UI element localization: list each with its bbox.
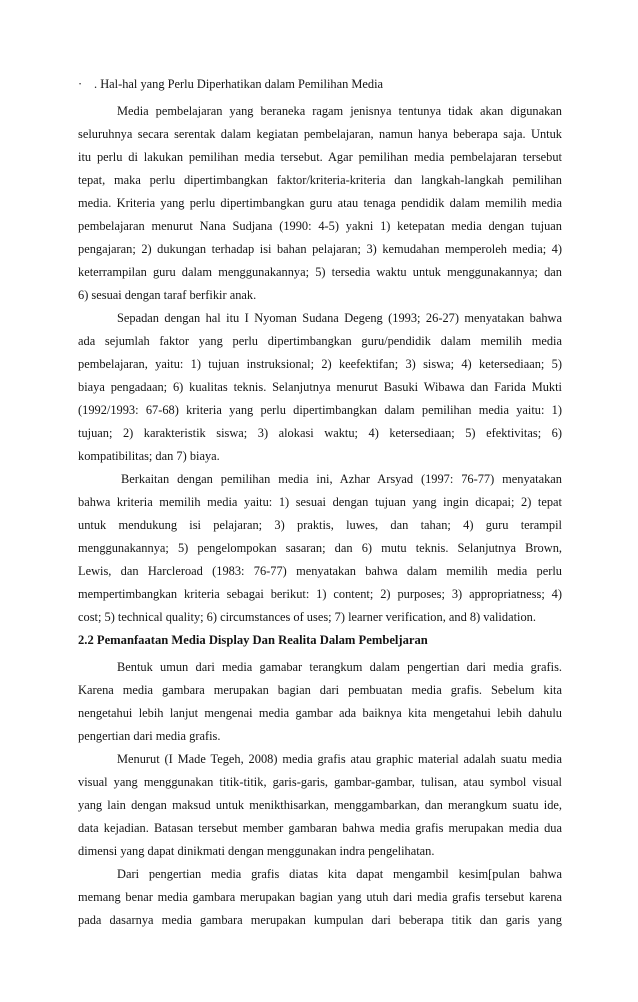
paragraph-line: Lewis, dan Harcleroad (1983: 76-77) menyatakan bahwa dalam memilih media perlu	[78, 564, 562, 578]
section-title-row	[78, 76, 383, 92]
paragraph-line: Bentuk umun dari media gamabar terangkum dalam pengertian dari media grafis.	[117, 660, 562, 674]
paragraph-line: Karena media gambara merupakan bagian dari pembuatan media grafis. Sebelum kita	[78, 683, 562, 697]
paragraph-line: biaya pengadaan; 6) kualitas teknis. Selanjutnya menurut Basuki Wibawa dan Farida Mukti	[78, 380, 562, 394]
paragraph-line: pembelajaran menurut Nana Sudjana (1990: 4-5) yakni 1) ketepatan media dengan tujuan	[78, 219, 562, 233]
paragraph-line: pengertian dari media grafis.	[78, 729, 221, 743]
paragraph-line: untuk mendukung isi pelajaran; 3) praktis, luwes, dan tahan; 4) guru terampil	[78, 518, 562, 532]
section-heading: 2.2 Pemanfaatan Media Display Dan Realita Dalam Pembeljaran	[78, 633, 428, 647]
section-title: . Hal-hal yang Perlu Diperhatikan dalam Pemilihan Media	[94, 77, 384, 91]
paragraph-line: 6) sesuai dengan taraf berfikir anak.	[78, 288, 257, 302]
paragraph-line: memang benar media gambara merupakan bagian yang utuh dari media grafis tersebut karena	[78, 890, 562, 904]
paragraph-line: nengetahui lebih lanjut mengenai media gambar ada baiknya kita mengetahui lebih dahulu	[78, 706, 562, 720]
paragraph-line: yang lain dengan maksud untuk menikthisarkan, menggambarkan, dan merangkum suatu ide,	[78, 798, 562, 812]
paragraph-line: ada sejumlah faktor yang perlu dipertimbangkan guru/pendidik dalam memilih media	[78, 334, 562, 348]
paragraph-line: pengajaran; 2) dukungan terhadap isi bahan pelajaran; 3) kemudahan memperoleh media; 4)	[78, 242, 562, 256]
paragraph-line: menggunakannya; 5) pengelompokan sasaran; dan 6) mutu teknis. Selanjutnya Brown,	[78, 541, 562, 555]
paragraph-line: pada dasarnya media gambara merupakan kumpulan dari beberapa titik dan garis yang	[78, 913, 562, 927]
paragraph-line: seluruhnya secara serentak dalam kegiatan pembelajaran, namun hanya beberapa saja. Untuk	[78, 127, 562, 141]
paragraph-line: kompatibilitas; dan 7) biaya.	[78, 449, 220, 463]
paragraph-line: media. Kriteria yang perlu dipertimbangkan guru atau tenaga pendidik dalam memilih media	[78, 196, 562, 210]
bullet-icon: ·	[78, 77, 83, 91]
paragraph-line: Menurut (I Made Tegeh, 2008) media grafis atau graphic material adalah suatu media	[117, 752, 562, 766]
paragraph-line: bahwa kriteria memilih media yaitu: 1) sesuai dengan tujuan yang ingin dicapai; 2) tepat	[78, 495, 562, 509]
paragraph-line: itu perlu di lakukan pemilihan media tersebut. Agar pemilihan media pembelajaran tersebut	[78, 150, 562, 164]
paragraph-line: keterrampilan guru dalam menggunakannya; 5) tersedia waktu untuk menggunakannya; dan	[78, 265, 562, 279]
paragraph-line: tepat, maka perlu dipertimbangkan faktor/kriteria-kriteria dan langkah-langkah pemilihan	[78, 173, 562, 187]
paragraph-line: Berkaitan dengan pemilihan media ini, Azhar Arsyad (1997: 76-77) menyatakan	[121, 472, 562, 486]
paragraph-line: data kejadian. Batasan tersebut member gambaran bahwa media grafis merupakan media dua	[78, 821, 562, 835]
paragraph-line: dimensi yang dapat dinikmati dengan menggunakan indra pengelihatan.	[78, 844, 435, 858]
paragraph-line: cost; 5) technical quality; 6) circumstances of uses; 7) learner verification, and 8) validation.	[78, 610, 536, 624]
paragraph-line: mempertimbangkan kriteria sebagai berikut: 1) content; 2) purposes; 3) appropriatness; 4)	[78, 587, 562, 601]
paragraph-line: visual yang menggunakan titik-titik, garis-garis, gambar-gambar, tulisan, atau symbol visual	[78, 775, 562, 789]
paragraph-line: (1992/1993: 67-68) kriteria yang perlu dipertimbangkan dalam pemilihan media yaitu: 1)	[78, 403, 562, 417]
paragraph-line: Sepadan dengan hal itu I Nyoman Sudana Degeng (1993; 26-27) menyatakan bahwa	[117, 311, 562, 325]
paragraph-line: Dari pengertian media grafis diatas kita dapat mengambil kesim[pulan bahwa	[117, 867, 562, 881]
paragraph-line: Media pembelajaran yang beraneka ragam jenisnya tentunya tidak akan digunakan	[117, 104, 562, 118]
paragraph-line: tujuan; 2) karakteristik siswa; 3) alokasi waktu; 4) ketersediaan; 5) efektivitas; 6)	[78, 426, 562, 440]
paragraph-line: pembelajaran, yaitu: 1) tujuan instruksional; 2) keefektifan; 3) siswa; 4) ketersediaan; 5)	[78, 357, 562, 371]
